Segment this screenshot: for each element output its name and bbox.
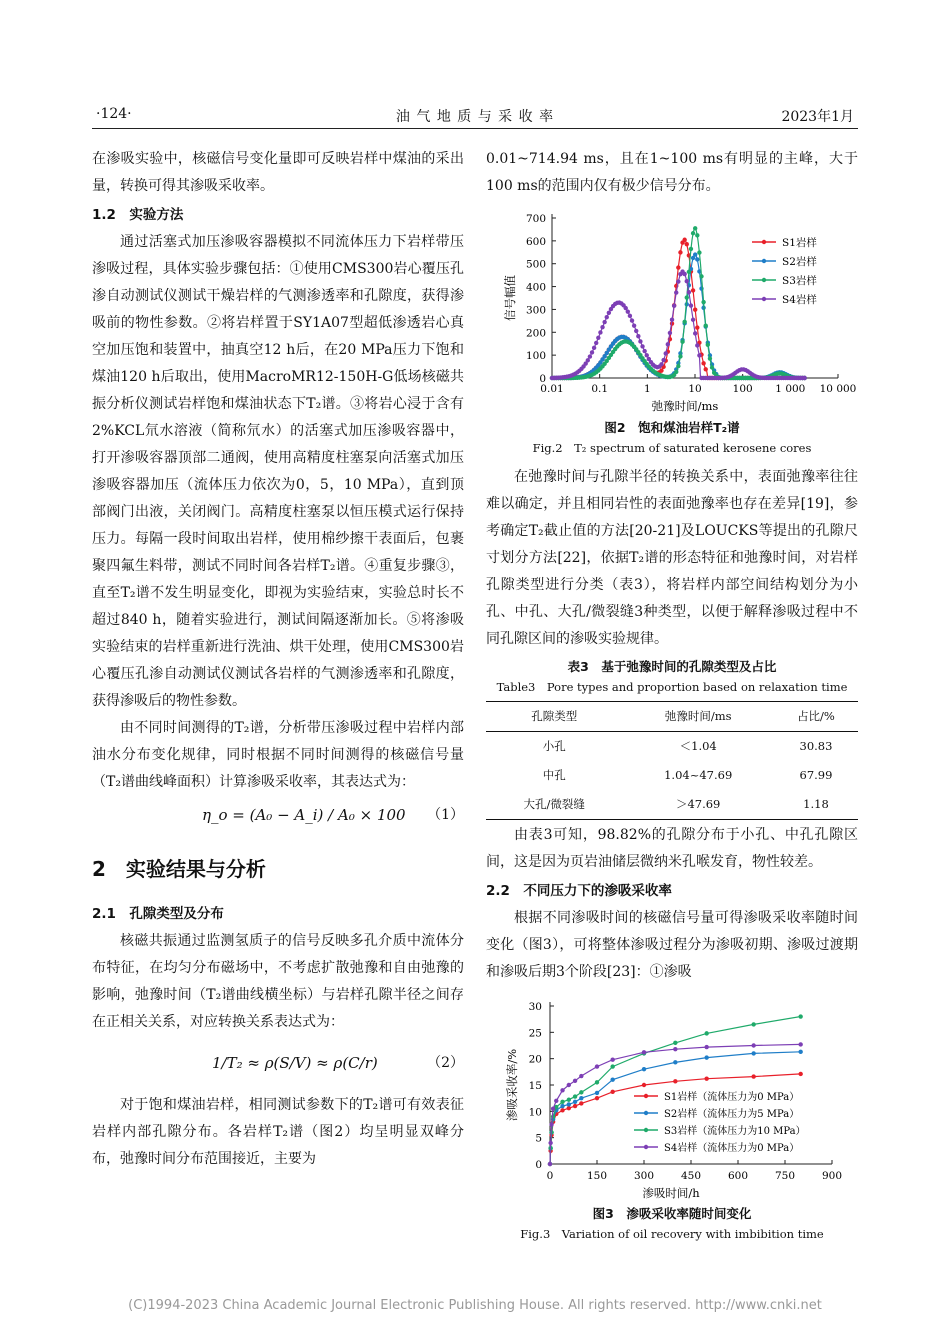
data-point <box>691 231 695 235</box>
figure-3-caption-cn: 图3 渗吸采收率随时间变化 <box>592 1206 752 1221</box>
legend-label: S4岩样 <box>782 294 817 306</box>
issue-date: 2023年1月 <box>781 109 854 125</box>
paragraph: 0.01~714.94 ms，且在1~100 ms有明显的主峰，大于100 ms的范围内仅有极少信号分布。 <box>486 151 858 194</box>
data-point <box>659 368 663 372</box>
y-tick-label: 10 <box>528 1106 542 1119</box>
data-point <box>751 1051 755 1055</box>
equation-2-number: （2） <box>427 1055 464 1071</box>
x-tick-label: 450 <box>680 1170 702 1182</box>
data-point <box>605 315 609 319</box>
y-tick-label: 25 <box>528 1027 542 1040</box>
table-cell: 67.99 <box>799 768 833 782</box>
table-header-row <box>486 702 858 732</box>
data-point <box>610 1058 614 1062</box>
data-point <box>659 362 663 366</box>
data-point <box>594 341 598 345</box>
page-number: ·124· <box>96 106 132 122</box>
data-point <box>689 247 693 251</box>
y-axis-label: 信号幅值 <box>503 275 517 321</box>
data-point <box>573 1079 577 1083</box>
data-point <box>695 343 699 347</box>
data-point <box>630 318 634 322</box>
legend-marker <box>644 1094 648 1098</box>
data-point <box>661 358 665 362</box>
y-tick-label: 400 <box>525 281 546 294</box>
y-tick-label: 30 <box>528 1001 542 1013</box>
data-point <box>674 370 678 374</box>
legend-label: S2岩样（流体压力为5 MPa） <box>664 1109 800 1120</box>
data-point <box>567 1102 571 1106</box>
figure-3-caption-en: Fig.3 Variation of oil recovery with imbibition time <box>520 1227 824 1241</box>
data-point <box>595 1091 599 1095</box>
data-point <box>704 1076 708 1080</box>
data-point <box>695 233 699 237</box>
section-heading-2-1: 2.1 孔隙类型及分布 <box>92 906 224 922</box>
x-axis-label: 弛豫时间/ms <box>651 399 719 413</box>
data-point <box>693 308 697 312</box>
data-point <box>634 329 638 333</box>
data-point <box>676 279 680 283</box>
data-point <box>751 1043 755 1047</box>
legend-label: S3岩样 <box>782 275 817 287</box>
data-point <box>673 1047 677 1051</box>
journal-title: 油 气 地 质 与 采 收 率 <box>395 109 555 125</box>
table-row <box>486 790 858 820</box>
right-column <box>486 146 858 1244</box>
y-axis-label: 渗吸采收率/% <box>505 1048 519 1122</box>
figure-2-caption-cn: 图2 饱和煤油岩样T₂谱 <box>604 420 740 435</box>
data-point <box>676 364 680 368</box>
data-point <box>672 304 676 308</box>
data-point <box>701 361 705 365</box>
x-tick-label: 600 <box>727 1170 749 1182</box>
table-cell: ＞47.69 <box>675 797 721 811</box>
x-tick-label: 10 <box>688 383 702 395</box>
data-point <box>751 1022 755 1026</box>
x-tick-label: 750 <box>774 1170 796 1182</box>
data-point <box>607 311 611 315</box>
left-column <box>92 146 464 1173</box>
table-row <box>486 761 858 790</box>
figure-2-caption-en: Fig.2 T₂ spectrum of saturated kerosene cores <box>532 441 812 455</box>
data-point <box>626 309 630 313</box>
data-point <box>673 1041 677 1045</box>
table-header-cell: 占比/% <box>797 709 835 723</box>
data-point <box>551 1114 555 1118</box>
data-point <box>595 1064 599 1068</box>
y-tick-label: 500 <box>525 258 546 271</box>
data-point <box>798 1042 802 1046</box>
x-tick-label: 0 <box>546 1170 554 1182</box>
data-point <box>664 351 668 355</box>
equation-1 <box>92 796 464 852</box>
table-row <box>486 732 858 762</box>
data-point <box>691 288 695 292</box>
data-point <box>673 1079 677 1083</box>
data-point <box>708 356 712 360</box>
legend-marker <box>644 1111 648 1115</box>
legend-marker <box>762 240 766 244</box>
legend-label: S1岩样 <box>782 237 817 249</box>
data-point <box>586 358 590 362</box>
section-heading-2: 2 实验结果与分析 <box>92 857 266 881</box>
section-heading-1-2: 1.2 实验方法 <box>92 207 184 223</box>
table-cell: 1.18 <box>803 797 829 811</box>
data-point <box>673 1060 677 1064</box>
table-3 <box>486 701 858 820</box>
data-point <box>695 257 699 261</box>
data-point <box>704 367 708 371</box>
x-axis-label: 渗吸时间/h <box>642 1186 700 1200</box>
x-tick-label: 1 <box>643 383 651 395</box>
data-point <box>802 376 806 380</box>
y-tick-label: 15 <box>528 1080 542 1092</box>
y-tick-label: 20 <box>528 1053 542 1066</box>
legend-marker <box>762 297 766 301</box>
table-cell: 大孔/微裂缝 <box>523 797 585 811</box>
table-cell: 1.04~47.69 <box>664 768 733 782</box>
data-point <box>567 1083 571 1087</box>
data-point <box>642 1050 646 1054</box>
data-point <box>680 340 684 344</box>
x-tick-label: 150 <box>586 1170 608 1182</box>
y-tick-label: 0 <box>539 373 546 385</box>
y-tick-label: 100 <box>525 350 546 363</box>
paragraph: 由表3可知，98.82%的孔隙分布于小孔、中孔孔隙区间，这是因为页岩油储层微纳米孔喉发育，物性较差。 <box>486 827 858 870</box>
data-point <box>595 1096 599 1100</box>
x-tick-label: 100 <box>732 383 753 395</box>
series-line-2 <box>552 255 805 378</box>
data-point <box>704 1031 708 1035</box>
data-point <box>549 1122 553 1126</box>
data-point <box>704 1055 708 1059</box>
equation-1-body: η_o = (A₀ − A_i) / A₀ × 100 <box>202 806 406 824</box>
legend-label: S1岩样（流体压力为0 MPa） <box>664 1092 800 1103</box>
table-cell: 小孔 <box>542 739 566 753</box>
data-point <box>548 1141 552 1145</box>
data-point <box>610 1078 614 1082</box>
x-tick-label: 0.01 <box>540 383 564 395</box>
data-point <box>642 349 646 353</box>
data-point <box>697 353 701 357</box>
data-point <box>573 1104 577 1108</box>
copyright-footer: (C)1994-2023 China Academic Journal Electronic Publishing House. All rights reserved. http://www.cnki.net <box>128 1298 822 1313</box>
data-point <box>695 325 699 329</box>
data-point <box>645 353 649 357</box>
paragraph: 在渗吸实验中，核磁信号变化量即可反映岩样中煤油的采出量，转换可得其渗吸采收率。 <box>92 151 464 194</box>
data-point <box>693 331 697 335</box>
data-point <box>560 1108 564 1112</box>
data-point <box>567 1098 571 1102</box>
data-point <box>579 1074 583 1078</box>
data-point <box>551 1107 555 1111</box>
x-tick-label: 900 <box>821 1170 843 1182</box>
data-point <box>704 323 708 327</box>
legend-label: S2岩样 <box>782 256 817 268</box>
data-point <box>595 1080 599 1084</box>
section-heading-2-2: 2.2 不同压力下的渗吸采收率 <box>486 883 672 899</box>
data-point <box>685 295 689 299</box>
paragraph: 核磁共振通过监测氢质子的信号反映多孔介质中流体分布特征，在均匀分布磁场中，不考虑扩散弛豫和自由弛豫的影响，弛豫时间（T₂谱曲线横坐标）与岩样孔隙半径之间存在正相关关系，对应转换关系表达式为： <box>92 933 464 1030</box>
data-point <box>710 365 714 369</box>
data-point <box>596 336 600 340</box>
figure-3-chart <box>486 992 858 1204</box>
data-point <box>670 318 674 322</box>
data-point <box>676 265 680 269</box>
table-3-caption-en: Table3 Pore types and proportion based on relaxation time <box>496 680 848 694</box>
equation-1-number: （1） <box>427 807 464 823</box>
data-point <box>798 1050 802 1054</box>
equation-2 <box>92 1036 464 1092</box>
paragraph: 根据不同渗吸时间的核磁信号量可得渗吸采收率随时间变化（图3），可将整体渗吸过程分为渗吸初期、渗吸过渡期和渗吸后期3个阶段[23]：①渗吸 <box>486 910 858 980</box>
data-point <box>674 290 678 294</box>
data-point <box>693 252 697 256</box>
data-point <box>554 1099 558 1103</box>
data-point <box>560 1104 564 1108</box>
data-point <box>598 330 602 334</box>
paragraph: 通过活塞式加压渗吸容器模拟不同流体压力下岩样带压渗吸过程，具体实验步骤包括：①使用CMS300岩心覆压孔渗自动测试仪测试干燥岩样的气测渗透率和孔隙度，获得渗吸前的物性参数。②将岩样置于SY1A07型超低渗透岩心真空加压饱和装置中，抽真空12 h后，在20 MPa压力下饱和煤油120 h后取出，使用MacroMR12-150H-G低场核磁共振分析仪测试岩样饱和煤油状态下T₂谱。③将岩心浸于含有2%KCL氘水溶液（简称氘水）的活塞式加压渗吸容器中，打开渗吸容器顶部二通阀，使用高精度柱塞泵向活塞式加压渗吸容器加压（流体压力依次为0，5，10 MPa），直到顶部阀门出液，关闭阀门。高精度柱塞泵以恒压模式运行保持压力。每隔一段时间取出岩样，使用棉纱擦干表面后，包裹聚四氟生料带，测试不同时间各岩样T₂谱。④重复步骤③，直至T₂谱不发生明显变化，即视为实验结束，实验总时长不超过840 h，随着实验进行，测试间隔逐渐加长。⑤将渗吸实验结束的岩样重新进行洗油、烘干处理，使用CMS300岩心覆压孔渗自动测试仪测试各岩样的气测渗透率和孔隙度，获得渗吸后的物性参数。 <box>92 234 464 709</box>
data-point <box>691 318 695 322</box>
legend-marker <box>762 278 766 282</box>
data-point <box>642 1067 646 1071</box>
y-tick-label: 200 <box>525 327 546 340</box>
y-tick-label: 300 <box>525 304 546 317</box>
y-tick-label: 700 <box>525 213 546 225</box>
x-tick-label: 300 <box>633 1170 655 1182</box>
data-point <box>697 250 701 254</box>
table-cell: 30.83 <box>799 739 833 753</box>
data-point <box>588 354 592 358</box>
data-point <box>579 1096 583 1100</box>
legend-marker <box>762 259 766 263</box>
data-point <box>573 1100 577 1104</box>
data-point <box>682 320 686 324</box>
data-point <box>640 344 644 348</box>
data-point <box>798 1014 802 1018</box>
data-point <box>678 354 682 358</box>
data-point <box>592 346 596 350</box>
x-tick-label: 0.1 <box>591 383 609 395</box>
data-point <box>699 274 703 278</box>
data-point <box>678 250 682 254</box>
table-3-caption-cn: 表3 基于弛豫时间的孔隙类型及占比 <box>567 659 777 674</box>
legend-label: S4岩样（流体压力为0 MPa） <box>664 1143 800 1154</box>
data-point <box>704 1045 708 1049</box>
data-point <box>706 343 710 347</box>
y-tick-label: 0 <box>535 1159 542 1171</box>
data-point <box>689 303 693 307</box>
data-point <box>600 325 604 329</box>
data-point <box>685 242 689 246</box>
data-point <box>798 1072 802 1076</box>
data-point <box>636 334 640 338</box>
x-tick-label: 10 000 <box>819 383 857 395</box>
data-point <box>579 1101 583 1105</box>
data-point <box>638 339 642 343</box>
data-point <box>579 1090 583 1094</box>
data-point <box>573 1094 577 1098</box>
table-header-cell: 孔隙类型 <box>531 709 578 723</box>
data-point <box>687 270 691 274</box>
data-point <box>610 1064 614 1068</box>
table-cell: 中孔 <box>542 768 566 782</box>
data-point <box>610 1090 614 1094</box>
data-point <box>628 314 632 318</box>
y-tick-label: 5 <box>535 1132 542 1145</box>
data-point <box>682 272 686 276</box>
header-rule <box>92 128 858 129</box>
data-point <box>590 350 594 354</box>
y-tick-label: 600 <box>525 235 546 248</box>
data-point <box>642 1083 646 1087</box>
data-point <box>602 320 606 324</box>
series-line-3 <box>550 1017 801 1165</box>
data-point <box>560 1088 564 1092</box>
legend-marker <box>644 1128 648 1132</box>
paragraph: 由不同时间测得的T₂谱，分析带压渗吸过程中岩样内部油水分布变化规律，同时根据不同时间测得的核磁信号量（T₂谱曲线峰面积）计算渗吸采收率，其表达式为： <box>92 720 464 790</box>
data-point <box>560 1100 564 1104</box>
data-point <box>685 279 689 283</box>
data-point <box>632 323 636 327</box>
legend-label: S3岩样（流体压力为10 MPa） <box>664 1126 806 1137</box>
data-point <box>751 1074 755 1078</box>
legend-marker <box>644 1145 648 1149</box>
data-point <box>687 290 691 294</box>
paragraph: 对于饱和煤油岩样，相同测试参数下的T₂谱可有效表征岩样内部孔隙分布。各岩样T₂谱（图2）均呈明显双峰分布，弛豫时间分布范围接近，主要为 <box>92 1097 464 1167</box>
table-cell: ＜1.04 <box>679 739 717 753</box>
figure-2-chart <box>486 206 858 418</box>
x-tick-label: 1 000 <box>775 383 806 395</box>
data-point <box>548 1162 552 1166</box>
data-point <box>693 226 697 230</box>
paragraph: 在弛豫时间与孔隙半径的转换关系中，表面弛豫率往往难以确定，并且相同岩性的表面弛豫率也存在差异[19]，参考确定T₂截止值的方法[20-21]及LOUCKS等提出的孔隙尺寸划分方法[22]，依据T₂谱的形态特征和弛豫时间，对岩样孔隙类型进行分类（表3），将岩样内部空间结构划分为小孔、中孔、大孔/微裂缝3种类型，以便于解释渗吸过程中不同孔隙区间的渗吸实验规律。 <box>486 469 858 647</box>
data-point <box>682 238 686 242</box>
equation-2-body: 1/T₂ ≈ ρ(S/V) ≈ ρ(C/r) <box>212 1054 378 1072</box>
data-point <box>701 300 705 304</box>
data-point <box>668 331 672 335</box>
data-point <box>666 342 670 346</box>
table-header-cell: 弛豫时间/ms <box>664 709 732 723</box>
